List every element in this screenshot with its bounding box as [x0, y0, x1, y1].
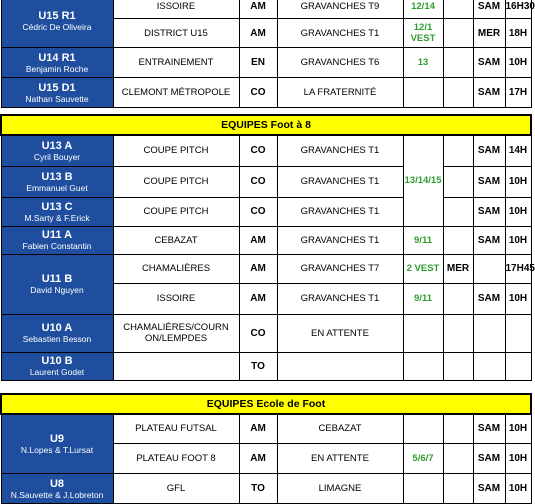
time-cell: 10H	[505, 48, 531, 78]
team-cell	[1, 352, 113, 380]
time-cell	[505, 352, 531, 380]
team-cell	[1, 166, 113, 197]
day-cell: SAM	[473, 48, 505, 78]
day-cell: SAM	[473, 283, 505, 314]
team-name: U13 A	[41, 139, 73, 152]
spacer-cell	[473, 254, 505, 283]
location-cell: GRAVANCHES T1	[277, 19, 403, 48]
time-cell: 10H	[505, 414, 531, 444]
section-header: EQUIPES Foot à 8	[1, 115, 531, 135]
spacer-cell	[443, 19, 473, 48]
day-cell: MER	[443, 254, 473, 283]
type-cell: CO	[239, 314, 277, 352]
team-coach: Cyril Bouyer	[33, 151, 81, 162]
opponent-cell: PLATEAU FUTSAL	[113, 414, 239, 444]
location-cell: GRAVANCHES T1	[277, 197, 403, 226]
team-name: U13 B	[41, 170, 73, 183]
note-cell: 2 VEST	[403, 254, 443, 283]
type-cell: TO	[239, 474, 277, 504]
note-cell: 9/11	[403, 226, 443, 254]
team-coach: Sebastien Besson	[22, 334, 92, 344]
team-name: U11 B	[41, 273, 73, 285]
team-cell	[1, 414, 113, 474]
day-cell: SAM	[473, 474, 505, 504]
location-cell: GRAVANCHES T1	[277, 283, 403, 314]
time-cell: 16H30	[505, 0, 531, 19]
time-cell: 10H	[505, 283, 531, 314]
team-cell	[1, 197, 113, 226]
opponent-cell: CHAMALIÈRES/COURN ON/LEMPDES	[113, 314, 239, 352]
team-name: U10 A	[41, 322, 73, 334]
note-cell: 13/14/15	[403, 135, 443, 226]
spacer-cell	[443, 414, 473, 444]
team-cell	[1, 254, 113, 314]
day-cell: SAM	[473, 197, 505, 226]
note-cell	[403, 314, 443, 352]
spacer-cell	[443, 78, 473, 108]
location-cell	[277, 352, 403, 380]
opponent-cell: COUPE PITCH	[113, 166, 239, 197]
note-cell: 12/14	[403, 0, 443, 19]
day-cell: SAM	[473, 226, 505, 254]
location-cell: GRAVANCHES T7	[277, 254, 403, 283]
spacer-cell	[443, 444, 473, 474]
team-coach: N.Lopes & T.Lursat	[20, 444, 94, 455]
team-coach: Nathan Sauvette	[25, 93, 89, 104]
location-cell: LA FRATERNITÉ	[277, 78, 403, 108]
team-coach: Emmanuel Guet	[26, 182, 88, 193]
team-cell	[1, 314, 113, 352]
type-cell: TO	[239, 352, 277, 380]
team-name: U14 R1	[38, 51, 76, 64]
time-cell: 17H45	[505, 254, 531, 283]
note-cell: 12/1 VEST	[403, 19, 443, 48]
opponent-cell: ISSOIRE	[113, 283, 239, 314]
team-name: U9	[49, 432, 65, 445]
team-cell	[1, 48, 113, 78]
spacer-cell	[443, 166, 473, 197]
note-cell: 5/6/7	[403, 444, 443, 474]
day-cell	[473, 352, 505, 380]
location-cell: LIMAGNE	[277, 474, 403, 504]
team-cell	[1, 474, 113, 504]
team-cell	[1, 78, 113, 108]
day-cell	[473, 314, 505, 352]
spacer-cell	[443, 197, 473, 226]
team-coach: Cédric De Oliveira	[22, 22, 92, 32]
location-cell: EN ATTENTE	[277, 314, 403, 352]
type-cell: AM	[239, 254, 277, 283]
opponent-cell: ISSOIRE	[113, 0, 239, 19]
opponent-cell	[113, 352, 239, 380]
spacer-cell	[443, 283, 473, 314]
type-cell: CO	[239, 197, 277, 226]
time-cell: 14H	[505, 135, 531, 166]
day-cell: MER	[473, 19, 505, 48]
type-cell: CO	[239, 166, 277, 197]
opponent-cell: COUPE PITCH	[113, 197, 239, 226]
type-cell: AM	[239, 0, 277, 19]
type-cell: AM	[239, 283, 277, 314]
day-cell: SAM	[473, 135, 505, 166]
time-cell: 10H	[505, 197, 531, 226]
section-header: EQUIPES Ecole de Foot	[1, 394, 531, 414]
day-cell: SAM	[473, 0, 505, 19]
type-cell: EN	[239, 48, 277, 78]
team-coach: Fabien Constantin	[22, 241, 92, 251]
team-coach: Laurent Godet	[29, 367, 85, 377]
note-cell: 13	[403, 48, 443, 78]
team-cell	[1, 226, 113, 254]
location-cell: GRAVANCHES T6	[277, 48, 403, 78]
time-cell: 10H	[505, 166, 531, 197]
location-cell: GRAVANCHES T1	[277, 226, 403, 254]
day-cell: SAM	[473, 166, 505, 197]
location-cell: GRAVANCHES T9	[277, 0, 403, 19]
opponent-cell: GFL	[113, 474, 239, 504]
team-coach: David Nguyen	[30, 285, 84, 295]
time-cell: 10H	[505, 474, 531, 504]
team-cell	[1, 0, 113, 48]
spacer-cell	[443, 474, 473, 504]
team-name: U10 B	[41, 355, 73, 367]
note-cell	[403, 474, 443, 504]
type-cell: CO	[239, 78, 277, 108]
opponent-cell: ENTRAINEMENT	[113, 48, 239, 78]
opponent-cell: CEBAZAT	[113, 226, 239, 254]
type-cell: AM	[239, 444, 277, 474]
day-cell: SAM	[473, 444, 505, 474]
team-coach: Benjamin Roche	[25, 63, 89, 74]
team-name: U13 C	[41, 200, 73, 213]
team-name: U11 A	[41, 229, 73, 241]
note-cell: 9/11	[403, 283, 443, 314]
location-cell: GRAVANCHES T1	[277, 135, 403, 166]
day-cell: SAM	[473, 414, 505, 444]
team-coach: M.Sarty & F.Erick	[24, 212, 90, 223]
spacer-cell	[443, 135, 473, 166]
spacer-cell	[443, 48, 473, 78]
team-cell	[1, 135, 113, 166]
time-cell: 18H	[505, 19, 531, 48]
type-cell: CO	[239, 135, 277, 166]
team-name: U15 D1	[38, 81, 76, 94]
type-cell: AM	[239, 226, 277, 254]
opponent-cell: DISTRICT U15	[113, 19, 239, 48]
location-cell: EN ATTENTE	[277, 444, 403, 474]
spacer-cell	[443, 314, 473, 352]
time-cell: 10H	[505, 226, 531, 254]
spacer-cell	[443, 226, 473, 254]
location-cell: GRAVANCHES T1	[277, 166, 403, 197]
opponent-cell: PLATEAU FOOT 8	[113, 444, 239, 474]
opponent-cell: CLEMONT MÉTROPOLE	[113, 78, 239, 108]
location-cell: CEBAZAT	[277, 414, 403, 444]
team-name: U8	[49, 477, 65, 490]
opponent-cell: CHAMALIÈRES	[113, 254, 239, 283]
time-cell	[505, 314, 531, 352]
opponent-cell: COUPE PITCH	[113, 135, 239, 166]
team-name: U15 R1	[38, 10, 76, 22]
spacer-cell	[443, 352, 473, 380]
team-coach: N.Sauvette & J.Lobreton	[10, 489, 104, 500]
note-cell	[403, 78, 443, 108]
day-cell: SAM	[473, 78, 505, 108]
note-cell	[403, 414, 443, 444]
time-cell: 17H	[505, 78, 531, 108]
type-cell: AM	[239, 414, 277, 444]
note-cell	[403, 352, 443, 380]
time-cell: 10H	[505, 444, 531, 474]
spacer-cell	[443, 0, 473, 19]
type-cell: AM	[239, 19, 277, 48]
